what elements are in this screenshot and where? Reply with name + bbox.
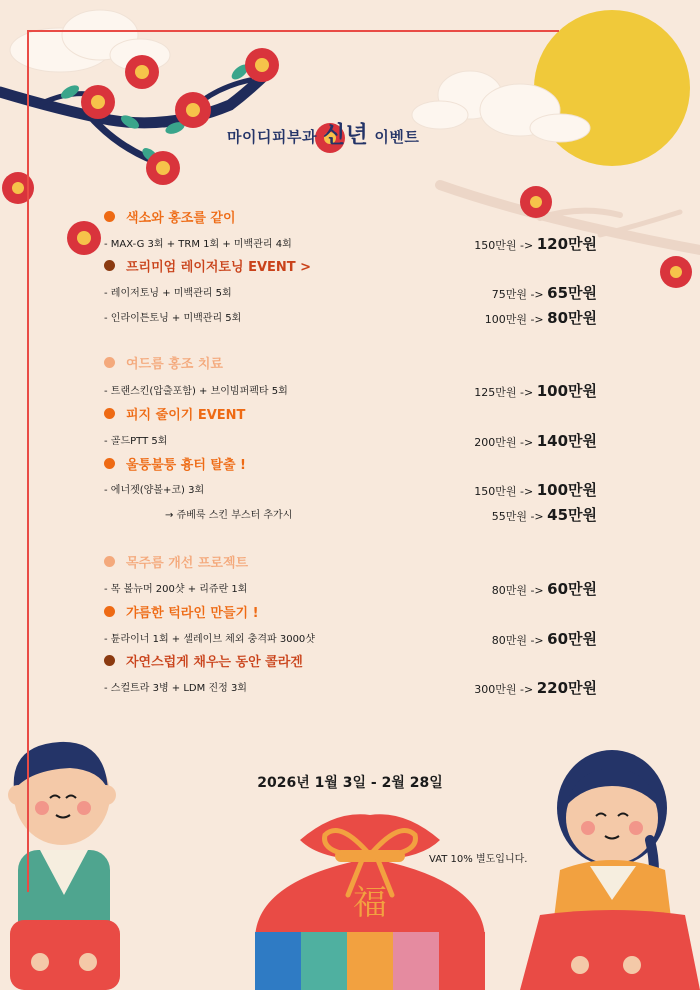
- section-heading: [104, 454, 246, 473]
- treatment-item: - 목 볼뉴머 200샷 + 리쥬란 1회: [104, 584, 248, 595]
- treatment-item: → 쥬베룩 스킨 부스터 추가시: [165, 510, 293, 521]
- bullet-dot-icon: [104, 211, 115, 222]
- section-heading: [104, 404, 245, 423]
- section-heading-label: 울퉁불퉁 흉터 탈출 !: [126, 458, 246, 473]
- section-heading: [104, 207, 236, 226]
- treatment-item: - 에너젯(양볼+코) 3회: [104, 485, 205, 496]
- event-period: 2026년 1월 3일 - 2월 28일: [257, 775, 443, 791]
- treatment-item: - 튠라이너 1회 + 셀레이브 체외 충격파 3000샷: [104, 634, 315, 645]
- price-before: 150만원 ->: [474, 239, 537, 252]
- price: [474, 479, 597, 500]
- section-heading-label: 여드름 홍조 치료: [126, 357, 223, 372]
- price: [492, 628, 597, 649]
- section-heading-label: 피지 줄이기 EVENT: [126, 408, 246, 423]
- bullet-dot-icon: [104, 408, 115, 419]
- price-after: 45만원: [547, 506, 597, 524]
- price-before: 200만원 ->: [474, 436, 537, 449]
- price: [492, 282, 597, 303]
- price: [474, 677, 597, 698]
- bullet-dot-icon: [104, 458, 115, 469]
- treatment-item: - 스컬트라 3병 + LDM 진정 3회: [104, 683, 247, 694]
- bullet-dot-icon: [104, 556, 115, 567]
- page-title: [227, 116, 419, 149]
- price: [485, 307, 597, 328]
- section-heading-label: 자연스럽게 채우는 동안 콜라겐: [126, 655, 303, 670]
- moon-icon: [534, 10, 690, 166]
- price-after: 80만원: [547, 309, 597, 327]
- price-before: 75만원 ->: [491, 288, 548, 301]
- price: [492, 504, 597, 525]
- title-event: 이벤트: [374, 128, 420, 146]
- price-before: 80만원 ->: [491, 634, 548, 647]
- bag-character: 福: [353, 883, 387, 923]
- price-after: 120만원: [536, 235, 597, 253]
- treatment-item: - 트랜스킨(압출포함) + 브이빔퍼펙타 5회: [104, 386, 288, 397]
- price-before: 80만원 ->: [491, 584, 548, 597]
- title-clinic-name: 마이디피부과: [227, 128, 317, 146]
- price: [474, 380, 597, 401]
- price-after: 140만원: [536, 432, 597, 450]
- treatment-item: - MAX-G 3회 + TRM 1회 + 미백관리 4회: [104, 239, 292, 250]
- bullet-dot-icon: [104, 655, 115, 666]
- price: [492, 578, 597, 599]
- section-heading-label: 색소와 홍조를 같이: [126, 211, 236, 226]
- section-heading: [104, 602, 259, 621]
- section-heading: [104, 353, 223, 372]
- vat-note: VAT 10% 별도입니다.: [429, 854, 528, 865]
- price-after: 60만원: [547, 580, 597, 598]
- section-heading-label: 목주름 개선 프로젝트: [126, 556, 249, 571]
- bullet-dot-icon: [104, 260, 115, 271]
- treatment-item: - 골드PTT 5회: [104, 436, 168, 447]
- price-before: 100만원 ->: [484, 313, 548, 326]
- price: [474, 233, 597, 254]
- price-before: 55만원 ->: [491, 510, 548, 523]
- price: [474, 430, 597, 451]
- price-after: 100만원: [536, 382, 597, 400]
- price-after: 100만원: [536, 481, 597, 499]
- section-heading: [104, 651, 303, 670]
- price-after: 60만원: [547, 630, 597, 648]
- section-heading-label: 갸름한 턱라인 만들기 !: [126, 606, 259, 621]
- section-heading: [104, 552, 248, 571]
- price-before: 150만원 ->: [474, 485, 537, 498]
- price-before: 125만원 ->: [474, 386, 537, 399]
- title-new-year: 신년: [322, 122, 369, 148]
- bullet-dot-icon: [104, 357, 115, 368]
- treatment-item: - 인라이튼토닝 + 미백관리 5회: [104, 313, 242, 324]
- price-after: 65만원: [547, 284, 597, 302]
- section-heading-label: 프리미엄 레이저토닝 EVENT >: [126, 260, 312, 275]
- section-heading: [104, 256, 311, 275]
- bullet-dot-icon: [104, 606, 115, 617]
- treatment-item: - 레이저토닝 + 미백관리 5회: [104, 288, 232, 299]
- price-after: 220만원: [536, 679, 597, 697]
- price-before: 300만원 ->: [474, 683, 537, 696]
